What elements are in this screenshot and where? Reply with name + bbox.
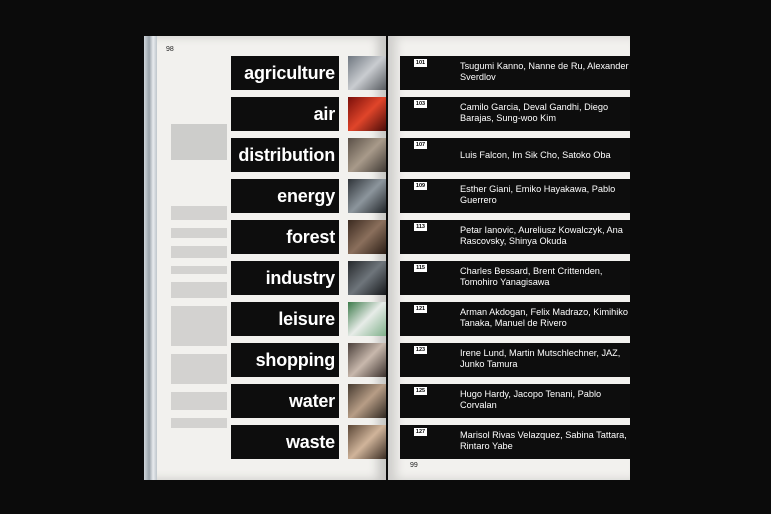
entry-names: Petar Ianovic, Aureliusz Kowalczyk, Ana Rascovsky, Shinya Okuda	[460, 225, 623, 246]
category-distribution: distribution	[231, 138, 339, 172]
category-air: air	[231, 97, 339, 131]
entry-names: Esther Giani, Emiko Hayakawa, Pablo Guerrero	[460, 184, 616, 205]
left-page-number: 98	[166, 46, 174, 53]
entry-page-number: 127	[415, 429, 426, 435]
left-page	[144, 36, 386, 480]
thumbnail-image	[348, 138, 386, 172]
category-waste: waste	[231, 425, 339, 459]
open-book	[144, 36, 630, 480]
entry-bar	[400, 384, 630, 418]
thumbnail-image	[348, 56, 386, 90]
sidebar-text-block	[171, 124, 227, 160]
thumbnail-image	[348, 261, 386, 295]
category-energy: energy	[231, 179, 339, 213]
category-water: water	[231, 384, 339, 418]
thumbnail-image	[348, 302, 386, 336]
entry-names: Charles Bessard, Brent Crittenden, Tomohiro Yanagisawa	[460, 266, 603, 287]
entry-bar	[400, 179, 630, 213]
entry-names: Marisol Rivas Velazquez, Sabina Tattara, Rintaro Yabe	[460, 430, 627, 451]
thumbnail-image	[348, 343, 386, 377]
entry-page-number: 121	[415, 306, 426, 312]
right-page	[388, 36, 630, 480]
entry-page-number: 103	[415, 101, 426, 107]
right-page-number: 99	[410, 462, 418, 469]
entry-page-number: 109	[415, 183, 426, 189]
thumbnail-image	[348, 425, 386, 459]
entry-names: Camilo Garcia, Deval Gandhi, Diego Barajas, Sung-woo Kim	[460, 102, 609, 123]
thumbnail-image	[348, 220, 386, 254]
entry-page-number: 101	[415, 60, 426, 66]
entry-bar	[400, 302, 630, 336]
entry-names: Tsugumi Kanno, Nanne de Ru, Alexander Sverdlov	[460, 61, 629, 82]
category-industry: industry	[231, 261, 339, 295]
entry-bar	[400, 56, 630, 90]
entry-page-number: 107	[415, 142, 426, 148]
entry-bar	[400, 220, 630, 254]
entry-bar	[400, 343, 630, 377]
category-leisure: leisure	[231, 302, 339, 336]
entry-names: Irene Lund, Martin Mutschlechner, JAZ, Junko Tamura	[460, 348, 621, 369]
entry-page-number: 115	[414, 264, 427, 272]
credits-text-block	[171, 206, 227, 436]
page-edge	[144, 36, 157, 480]
entry-names: Hugo Hardy, Jacopo Tenani, Pablo Corvalan	[460, 389, 602, 410]
entry-page-number: 125	[415, 388, 426, 394]
category-agriculture: agriculture	[231, 56, 339, 90]
entry-names: Arman Akdogan, Felix Madrazo, Kimihiko Tanaka, Manuel de Rivero	[460, 307, 628, 328]
thumbnail-image	[348, 179, 386, 213]
entry-bar	[400, 261, 630, 295]
entry-page-number: 123	[415, 347, 426, 353]
thumbnail-image	[348, 97, 386, 131]
entry-bar	[400, 425, 630, 459]
entry-bar	[400, 138, 630, 172]
category-shopping: shopping	[231, 343, 339, 377]
category-forest: forest	[231, 220, 339, 254]
thumbnail-image	[348, 384, 386, 418]
entry-names: Luis Falcon, Im Sik Cho, Satoko Oba	[460, 150, 611, 160]
entry-bar	[400, 97, 630, 131]
entry-page-number: 113	[414, 223, 427, 231]
